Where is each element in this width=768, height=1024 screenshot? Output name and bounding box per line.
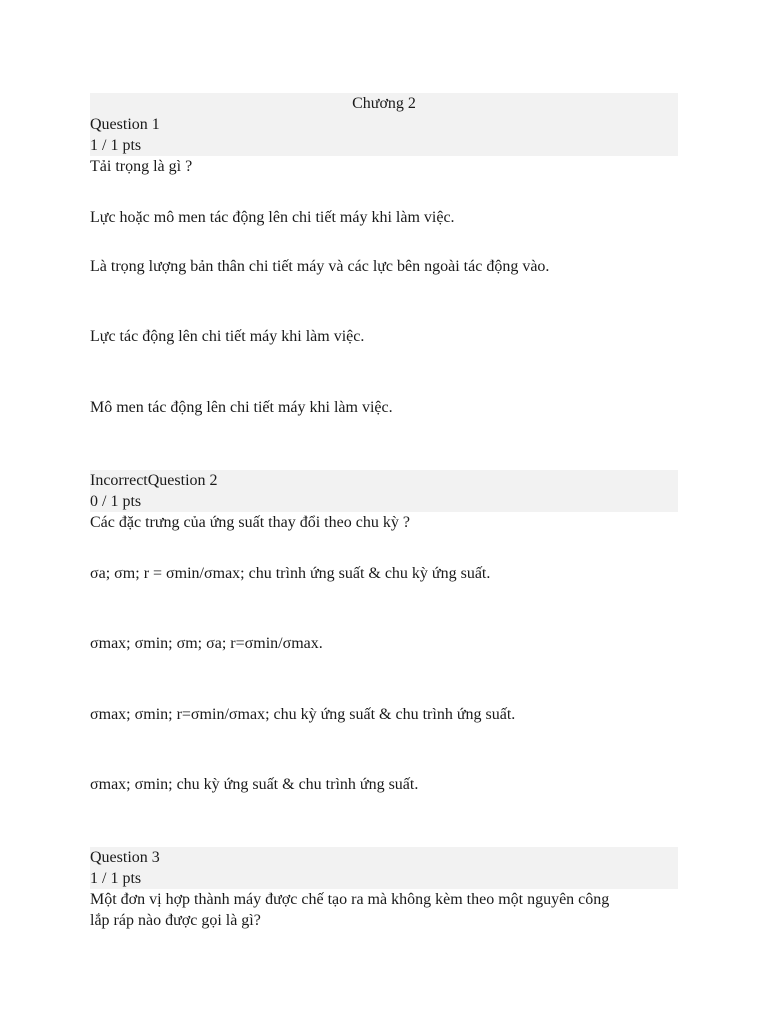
question-2-header: IncorrectQuestion 2 xyxy=(90,472,218,489)
question-1-answer-3: Lực tác động lên chi tiết máy khi làm việc. xyxy=(90,328,365,345)
question-1-score: 1 / 1 pts xyxy=(90,137,142,154)
question-2-answer-1: σa; σm; r = σmin/σmax; chu trình ứng suất & chu kỳ ứng suất. xyxy=(90,565,491,582)
question-1 xyxy=(90,93,678,416)
question-3-header-box xyxy=(90,847,678,889)
question-2 xyxy=(90,470,678,793)
question-3-score: 1 / 1 pts xyxy=(90,870,142,887)
question-2-text: Các đặc trưng của ứng suất thay đổi theo chu kỳ ? xyxy=(90,514,410,531)
question-3-text-line-1: Một đơn vị hợp thành máy được chế tạo ra mà không kèm theo một nguyên công xyxy=(90,891,610,908)
question-1-answer-4: Mô men tác động lên chi tiết máy khi làm việc. xyxy=(90,399,393,416)
question-1-header-box xyxy=(90,93,678,156)
question-2-header-box xyxy=(90,470,678,512)
question-2-score: 0 / 1 pts xyxy=(90,493,142,510)
question-1-text: Tải trọng là gì ? xyxy=(90,158,193,175)
question-1-answer-2: Là trọng lượng bản thân chi tiết máy và các lực bên ngoài tác động vào. xyxy=(90,258,550,275)
question-2-answer-4: σmax; σmin; chu kỳ ứng suất & chu trình ứng suất. xyxy=(90,776,419,793)
question-3-text-line-2: lắp ráp nào được gọi là gì? xyxy=(90,912,261,929)
question-2-answer-3: σmax; σmin; r=σmin/σmax; chu kỳ ứng suất & chu trình ứng suất. xyxy=(90,706,516,723)
question-3 xyxy=(90,847,678,931)
question-1-header: Question 1 xyxy=(90,116,160,133)
question-1-answer-1: Lực hoặc mô men tác động lên chi tiết máy khi làm việc. xyxy=(90,209,455,226)
question-2-answer-2: σmax; σmin; σm; σa; r=σmin/σmax. xyxy=(90,635,323,652)
chapter-title: Chương 2 xyxy=(352,95,416,112)
question-3-header: Question 3 xyxy=(90,849,160,866)
